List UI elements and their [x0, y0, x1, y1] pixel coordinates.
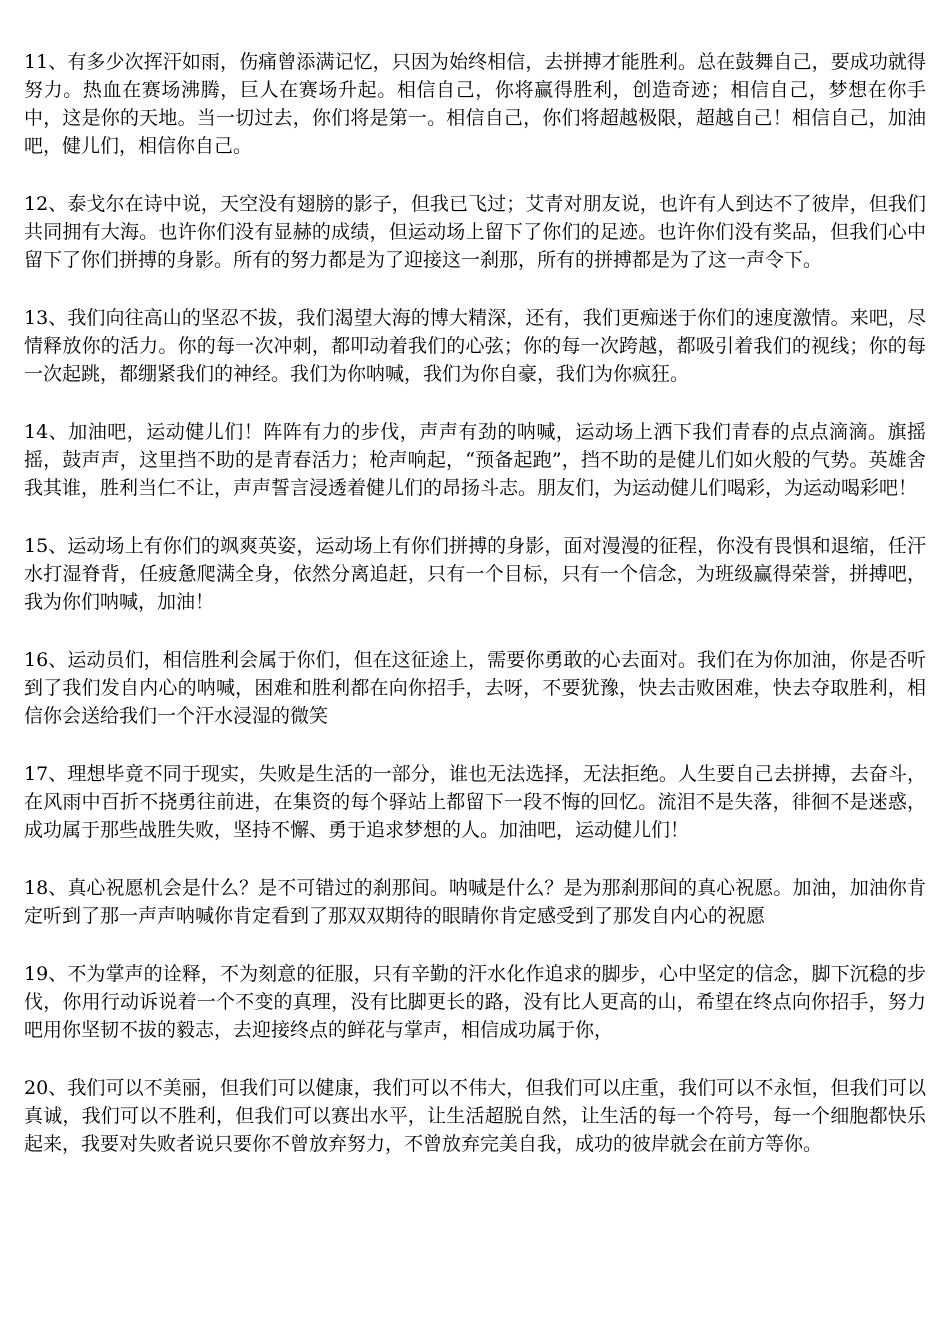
paragraph-19: 19、不为掌声的诠释，不为刻意的征服，只有辛勤的汗水化作追求的脚步，心中坚定的信念，脚下沉稳的步伐，你用行动诉说着一个不变的真理，没有比脚更长的路，没有比人更高的山，希望在终点向你招手，努力吧用你坚韧不拔的毅志，去迎接终点的鲜花与掌声，相信成功属于你，	[24, 963, 926, 1041]
paragraph-20: 20、我们可以不美丽，但我们可以健康，我们可以不伟大，但我们可以庄重，我们可以不永恒，但我们可以真诚，我们可以不胜利，但我们可以赛出水平，让生活超脱自然，让生活的每一个符号，每一个细胞都快乐起来，我要对失败者说只要你不曾放弃努力，不曾放弃完美自我，成功的彼岸就会在前方等你。	[24, 1077, 926, 1155]
paragraph-12: 12、泰戈尔在诗中说，天空没有翅膀的影子，但我已飞过；艾青对朋友说，也许有人到达不了彼岸，但我们共同拥有大海。也许你们没有显赫的成绩，但运动场上留下了你们的足迹。也许你们没有奖品，但我们心中留下了你们拼搏的身影。所有的努力都是为了迎接这一刹那，所有的拼搏都是为了这一声令下。	[24, 193, 926, 271]
paragraph-11: 11、有多少次挥汗如雨，伤痛曾添满记忆，只因为始终相信，去拼搏才能胜利。总在鼓舞自己，要成功就得努力。热血在赛场沸腾，巨人在赛场升起。相信自己，你将赢得胜利，创造奇迹；相信自己，梦想在你手中，这是你的天地。当一切过去，你们将是第一。相信自己，你们将超越极限，超越自己！相信自己，加油吧，健儿们，相信你自己。	[24, 51, 926, 157]
paragraph-17: 17、理想毕竟不同于现实，失败是生活的一部分，谁也无法选择，无法拒绝。人生要自己去拼搏，去奋斗，在风雨中百折不挠勇往前进，在集资的每个驿站上都留下一段不悔的回忆。流泪不是失落，徘徊不是迷惑，成功属于那些战胜失败，坚持不懈、勇于追求梦想的人。加油吧，运动健儿们！	[24, 763, 926, 841]
paragraph-14: 14、加油吧，运动健儿们！阵阵有力的步伐，声声有劲的呐喊，运动场上洒下我们青春的点点滴滴。旗摇摇，鼓声声，这里挡不助的是青春活力；枪声响起，“预备起跑”，挡不助的是健儿们如火般的气势。英雄舍我其谁，胜利当仁不让，声声誓言浸透着健儿们的昂扬斗志。朋友们，为运动健儿们喝彩，为运动喝彩吧！	[24, 421, 926, 499]
paragraph-15: 15、运动场上有你们的飒爽英姿，运动场上有你们拼搏的身影，面对漫漫的征程，你没有畏惧和退缩，任汗水打湿脊背，任疲惫爬满全身，依然分离追赶，只有一个目标，只有一个信念，为班级赢得荣誉，拼搏吧，我为你们呐喊，加油！	[24, 535, 926, 613]
document-body	[24, 48, 926, 1188]
paragraph-13: 13、我们向往高山的坚忍不拔，我们渴望大海的博大精深，还有，我们更痴迷于你们的速度激情。来吧，尽情释放你的活力。你的每一次冲刺，都叩动着我们的心弦；你的每一次跨越，都吸引着我们的视线；你的每一次起跳，都绷紧我们的神经。我们为你呐喊，我们为你自豪，我们为你疯狂。	[24, 307, 926, 385]
paragraph-16: 16、运动员们，相信胜利会属于你们，但在这征途上，需要你勇敢的心去面对。我们在为你加油，你是否听到了我们发自内心的呐喊，困难和胜利都在向你招手，去呀，不要犹豫，快去击败困难，快去夺取胜利，相信你会送给我们一个汗水浸湿的微笑	[24, 649, 926, 727]
paragraph-18: 18、真心祝愿机会是什么？是不可错过的刹那间。呐喊是什么？是为那刹那间的真心祝愿。加油，加油你肯定听到了那一声声呐喊你肯定看到了那双双期待的眼睛你肯定感受到了那发自内心的祝愿	[24, 877, 926, 927]
